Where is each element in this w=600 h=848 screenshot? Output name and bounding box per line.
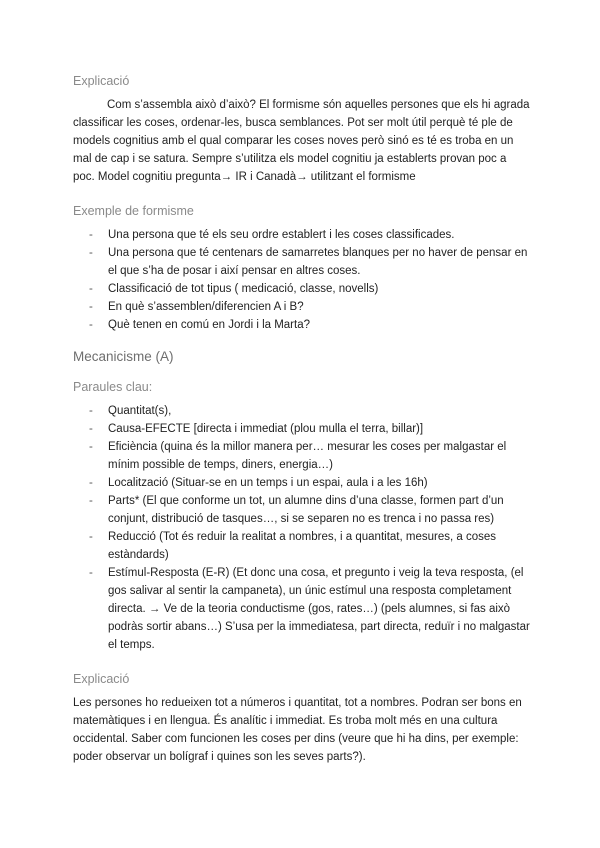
list-item — [73, 244, 530, 280]
section-heading-exemple: Exemple de formisme — [73, 204, 194, 218]
dash-marker: - — [89, 531, 93, 543]
list-item-text: Estímul-Resposta (E-R) (Et donc una cosa, et pregunto i veig la teva resposta, (el gos salivar al sentir la campaneta), un únic estímul una resposta completament directa. → Ve de la teoria conductisme (gos, rates…) (pels alumnes, si fas això podràs sortir abans…) S’usa per la immediatesa, part directa, reduïr i no malgastar el temps. — [108, 567, 530, 651]
list-item-text: Parts* (El que conforme un tot, un alumne dins d’una classe, formen part d’un conjunt, distribució de tasques…, si se separen no es trenca i no passa res) — [108, 495, 504, 525]
section-heading-mecanicisme: Mecanicisme (A) — [73, 349, 174, 364]
list-item — [73, 402, 530, 420]
list-item — [73, 492, 530, 528]
list-item-text: Localització (Situar-se en un temps i un espai, aula i a les 16h) — [108, 477, 428, 489]
dash-marker: - — [89, 283, 93, 295]
paragraph-formisme: Com s’assembla això d’això? El formisme són aquelles persones que els hi agrada classificar les coses, ordenar-les, busca semblances. Pot ser molt útil perquè té ple de models cognitius amb el qual comparar les coses noves però sinó es té es troba en un mal de cap i se satura. Sempre s’utilitza els model cognitiu ja establerts provan poc a poc. Model cognitiu pregunta→ IR i Canadà→ utilitzant el formisme — [73, 99, 530, 183]
dash-marker: - — [89, 567, 93, 579]
dash-marker: - — [89, 405, 93, 417]
list-item-text: Eficiència (quina és la millor manera per… mesurar les coses per malgastar el mínim possible de temps, diners, energia…) — [108, 441, 507, 471]
list-item — [73, 564, 530, 654]
list-item-text: Classificació de tot tipus ( medicació, classe, novells) — [108, 283, 379, 295]
list-item — [73, 528, 530, 564]
list-item — [73, 280, 530, 298]
paragraph-mecanicisme: Les persones ho redueixen tot a números i quantitat, tot a nombres. Podran ser bons en matemàtiques i en llengua. És analític i immediat. Es troba molt més en una cultura occidental. Saber com funcionen les coses per dins (veure que hi ha dins, per exemple: poder observar un bolígraf i quines son les seves parts?). — [73, 697, 522, 763]
list-item — [73, 298, 530, 316]
exemple-list — [73, 226, 530, 334]
list-item — [73, 226, 530, 244]
section-heading-paraules-clau: Paraules clau: — [73, 380, 153, 394]
section-exemple-formisme — [73, 202, 530, 334]
list-item-text: Causa-EFECTE [directa i immediat (plou mulla el terra, billar)] — [108, 423, 424, 435]
list-item-text: En què s’assemblen/diferencien A i B? — [108, 301, 304, 313]
list-item-text: Una persona que té els seu ordre establert i les coses classificades. — [108, 229, 455, 241]
list-item-text: Quantitat(s), — [108, 405, 172, 417]
list-item — [73, 316, 530, 334]
list-item-text: Què tenen en comú en Jordi i la Marta? — [108, 319, 311, 331]
list-item-text: Una persona que té centenars de samarretes blanques per no haver de pensar en el que s’ha de posar i així pensar en altres coses. — [108, 247, 528, 277]
dash-marker: - — [89, 247, 93, 259]
section-mecanicisme — [73, 348, 530, 366]
dash-marker: - — [89, 477, 93, 489]
list-item — [73, 438, 530, 474]
dash-marker: - — [89, 441, 93, 453]
list-item-text: Reducció (Tot és reduir la realitat a nombres, i a quantitat, mesures, a coses estàndards) — [108, 531, 496, 561]
dash-marker: - — [89, 423, 93, 435]
list-item — [73, 420, 530, 438]
paraules-clau-list — [73, 402, 530, 654]
dash-marker: - — [89, 319, 93, 331]
dash-marker: - — [89, 301, 93, 313]
section-explicacio-1 — [73, 72, 530, 186]
dash-marker: - — [89, 495, 93, 507]
list-item — [73, 474, 530, 492]
section-paraules-clau — [73, 378, 530, 654]
dash-marker: - — [89, 229, 93, 241]
section-explicacio-2 — [73, 670, 530, 766]
section-heading-explicacio: Explicació — [73, 672, 130, 686]
section-heading-explicacio: Explicació — [73, 74, 130, 88]
